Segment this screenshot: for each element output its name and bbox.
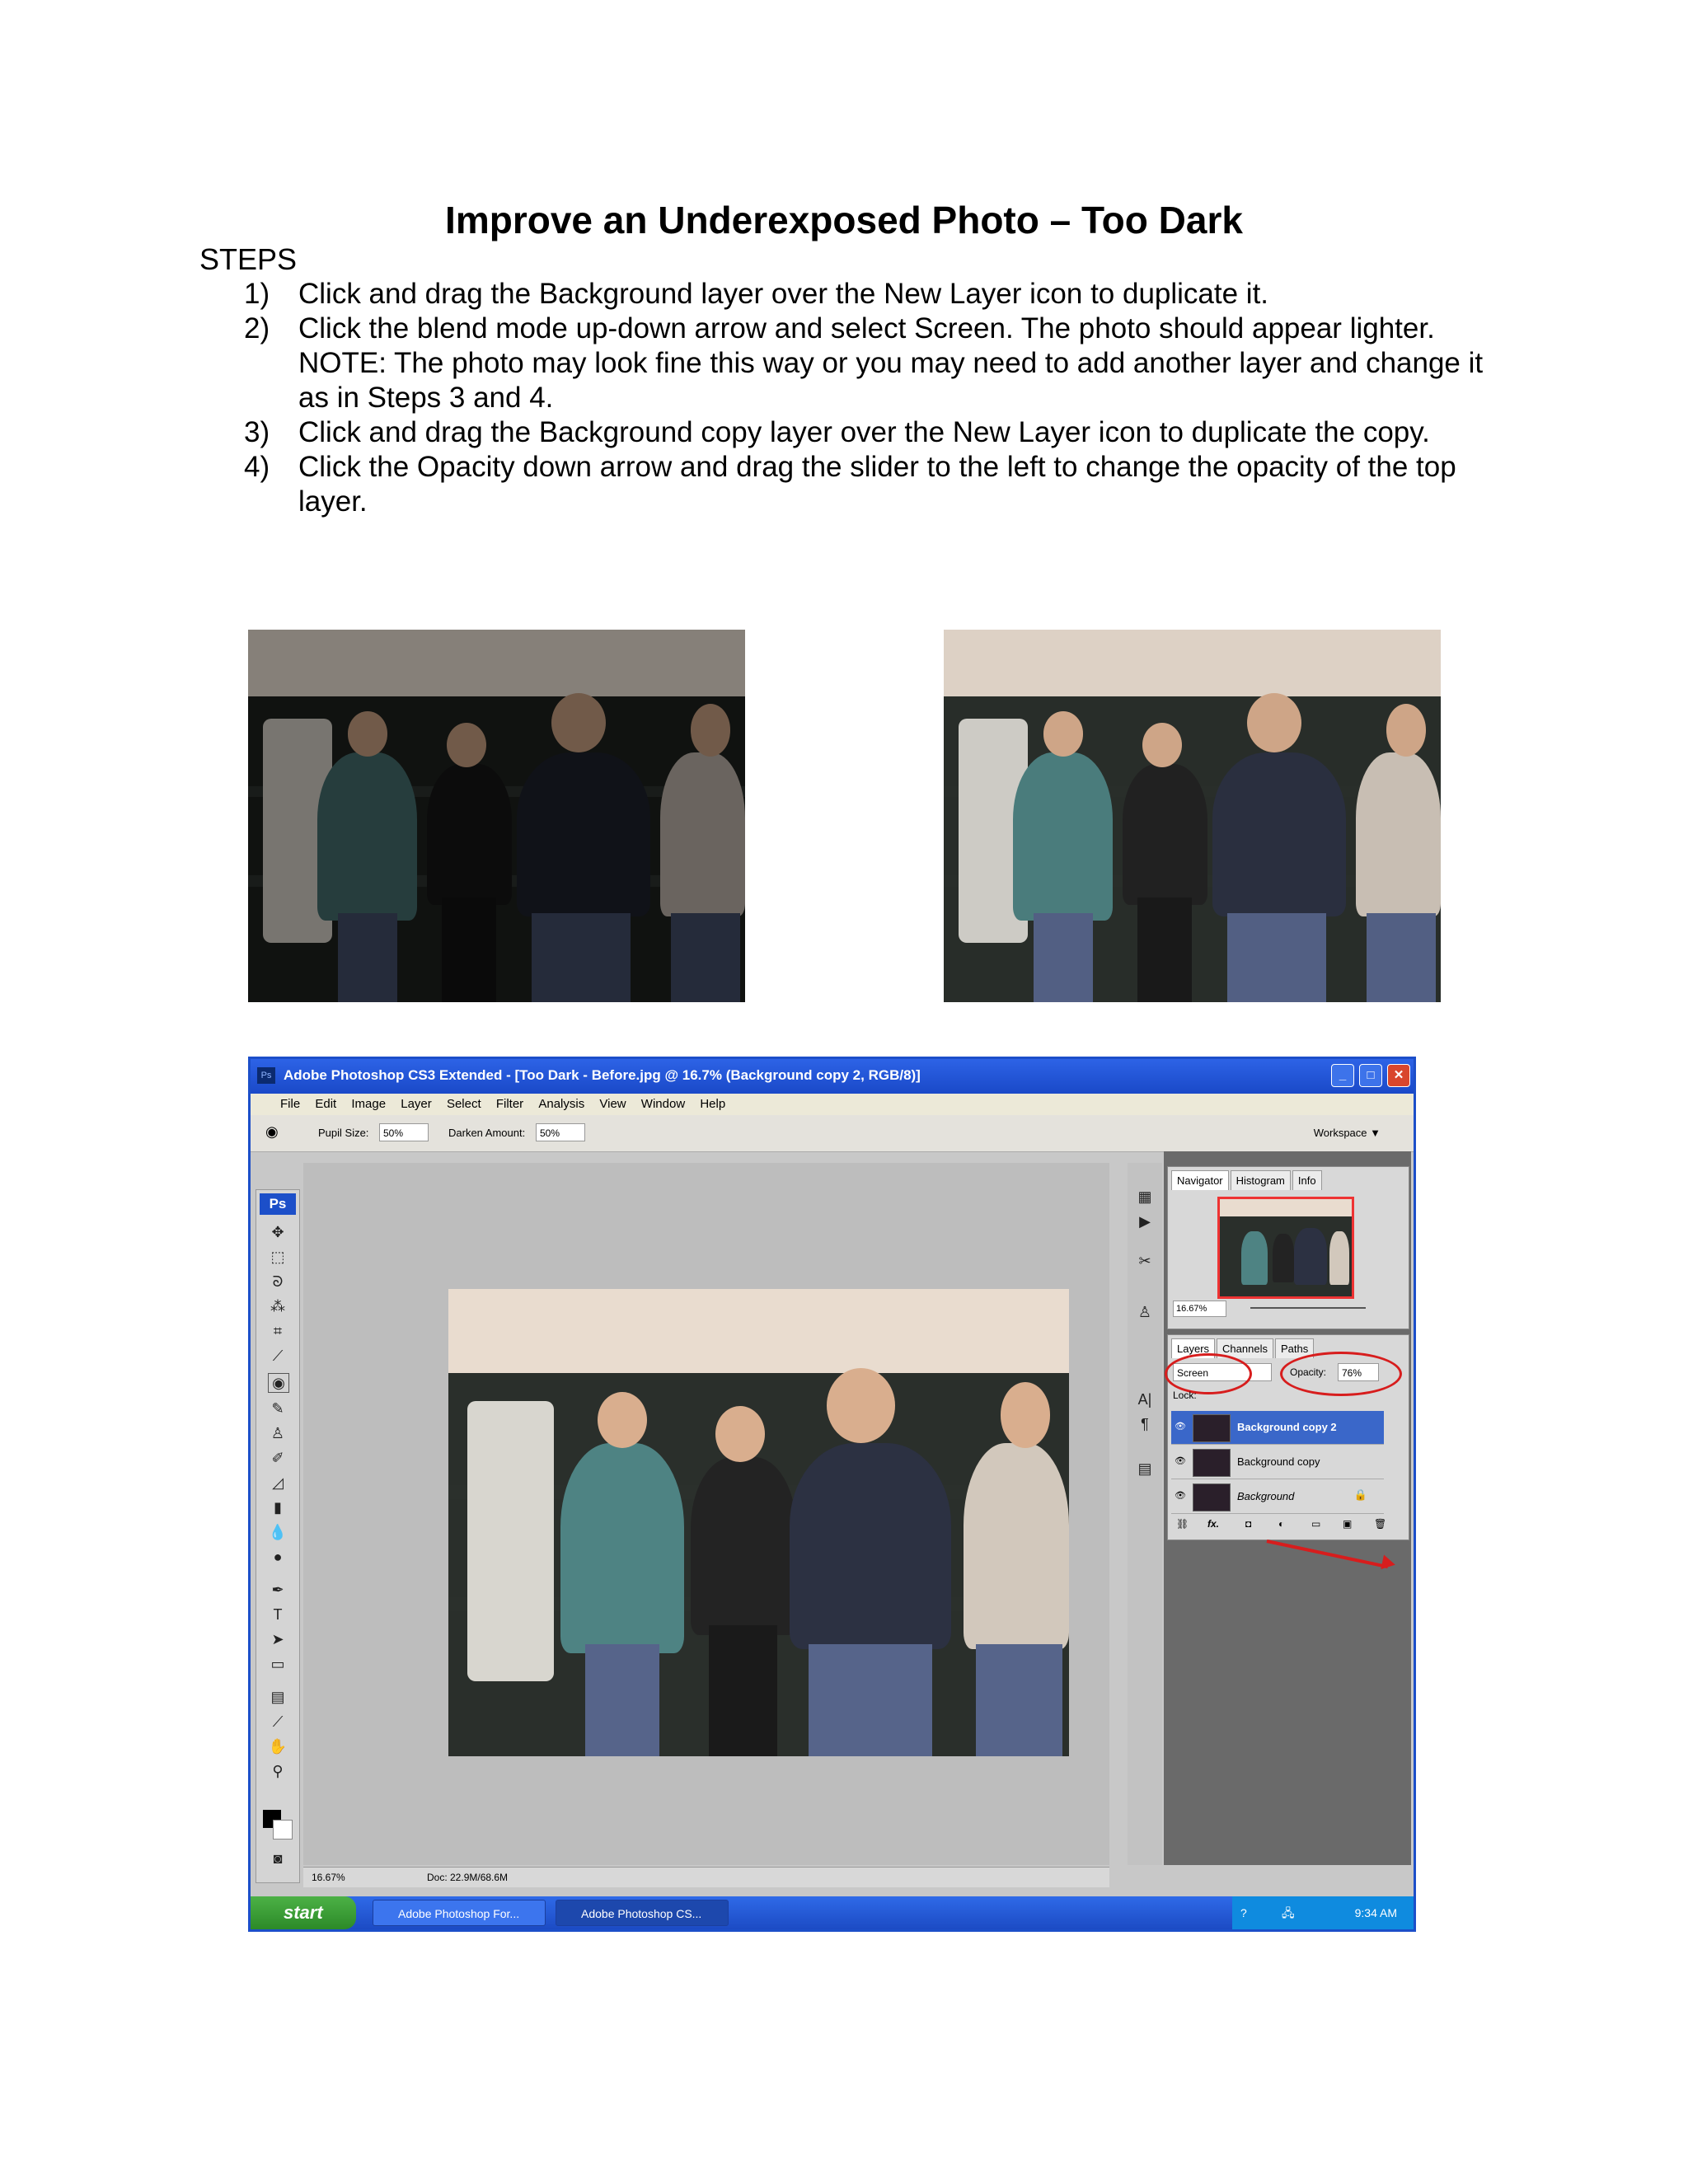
navigator-tabs — [1168, 1167, 1409, 1190]
shape-tool-icon[interactable]: ▭ — [270, 1656, 285, 1672]
step-item — [244, 312, 1497, 415]
lasso-tool-icon[interactable]: ᘐ — [272, 1273, 284, 1290]
menu-edit[interactable]: Edit — [315, 1097, 337, 1111]
tab-channels[interactable]: Channels — [1217, 1338, 1273, 1358]
layer-row[interactable] — [1171, 1446, 1384, 1479]
photo-scene — [248, 630, 745, 1002]
navigator-thumbnail[interactable] — [1217, 1197, 1354, 1299]
adjustment-icon[interactable]: ◐ — [1278, 1518, 1285, 1530]
dock-icon-clone[interactable]: ♙ — [1137, 1304, 1152, 1320]
step-text: Click and drag the Background layer over the New Layer icon to duplicate it. — [298, 278, 1269, 310]
window-title: Adobe Photoshop CS3 Extended - [Too Dark - Before.jpg @ 16.7% (Background copy 2, RGB/8)] — [284, 1067, 921, 1083]
eraser-tool-icon[interactable]: ◿ — [272, 1474, 284, 1491]
clock: 9:34 AM — [1354, 1906, 1397, 1919]
navigator-zoom-slider[interactable] — [1250, 1307, 1366, 1309]
menu-file[interactable]: File — [280, 1097, 301, 1111]
steps-list — [244, 277, 1497, 519]
navigator-panel — [1167, 1166, 1409, 1329]
system-tray — [1232, 1896, 1414, 1929]
red-eye-tool-icon[interactable]: ◉ — [268, 1373, 289, 1393]
close-button[interactable]: ✕ — [1387, 1064, 1410, 1087]
mask-icon[interactable]: ◘ — [1245, 1518, 1252, 1530]
dodge-tool-icon[interactable]: ● — [273, 1549, 283, 1565]
minimize-button[interactable]: _ — [1331, 1064, 1354, 1087]
opacity-label: Opacity: — [1290, 1366, 1327, 1378]
dock-icon-tools[interactable]: ✂ — [1138, 1253, 1151, 1269]
pen-tool-icon[interactable]: ✒ — [271, 1582, 284, 1598]
step-text: Click and drag the Background copy layer over the New Layer icon to duplicate the copy. — [298, 416, 1430, 448]
link-icon[interactable]: ⛓ — [1176, 1518, 1189, 1530]
menu-select[interactable]: Select — [446, 1097, 481, 1111]
background-color-swatch[interactable] — [273, 1820, 293, 1840]
tab-layers[interactable]: Layers — [1171, 1338, 1215, 1358]
zoom-tool-icon[interactable]: ⚲ — [272, 1763, 284, 1779]
new-layer-icon[interactable]: ▣ — [1343, 1518, 1353, 1530]
menu-layer[interactable]: Layer — [401, 1097, 432, 1111]
slice-tool-icon[interactable]: ⟋ — [272, 1347, 284, 1364]
lock-icon: 🔒 — [1353, 1488, 1367, 1501]
ps-app-icon: Ps — [257, 1067, 275, 1084]
history-brush-icon[interactable]: ✐ — [271, 1450, 284, 1466]
layer-name: Background — [1237, 1490, 1295, 1502]
red-eye-tool-icon[interactable]: ◉ — [265, 1123, 279, 1140]
type-tool-icon[interactable]: T — [273, 1606, 283, 1623]
quick-mask-icon[interactable]: ◙ — [273, 1850, 283, 1867]
dock-icon-paragraph[interactable]: ¶ — [1141, 1416, 1149, 1432]
after-photo — [944, 630, 1441, 1002]
zoom-status[interactable]: 16.67% — [312, 1872, 345, 1883]
start-button[interactable]: start — [251, 1896, 356, 1929]
layer-row[interactable] — [1171, 1411, 1384, 1445]
menu-image[interactable]: Image — [351, 1097, 387, 1111]
taskbar-item[interactable]: Adobe Photoshop For... — [373, 1900, 546, 1926]
tab-paths[interactable]: Paths — [1275, 1338, 1314, 1358]
pupil-size-input[interactable]: 50% — [379, 1123, 429, 1141]
windows-taskbar — [251, 1896, 1414, 1929]
menu-view[interactable]: View — [599, 1097, 626, 1111]
dock-icon-character[interactable]: A| — [1137, 1391, 1152, 1408]
move-tool-icon[interactable]: ✥ — [271, 1224, 284, 1240]
step-number: 2) — [244, 312, 270, 344]
eyedropper-tool-icon[interactable]: ⟋ — [272, 1713, 284, 1730]
red-arrow — [1267, 1540, 1389, 1568]
gradient-tool-icon[interactable]: ▮ — [274, 1499, 282, 1516]
tab-navigator[interactable]: Navigator — [1171, 1170, 1229, 1190]
taskbar-item[interactable]: Adobe Photoshop CS... — [556, 1900, 729, 1926]
steps-heading: STEPS — [199, 242, 298, 276]
tab-info[interactable]: Info — [1292, 1170, 1322, 1190]
panel-dock — [1128, 1163, 1162, 1865]
darken-amount-label: Darken Amount: — [448, 1127, 526, 1139]
menu-bar — [251, 1094, 1414, 1115]
step-item — [244, 450, 1497, 519]
step-item — [244, 415, 1497, 450]
step-number: 3) — [244, 416, 270, 448]
tab-histogram[interactable]: Histogram — [1231, 1170, 1291, 1190]
hand-tool-icon[interactable]: ✋ — [268, 1738, 288, 1755]
menu-help[interactable]: Help — [700, 1097, 726, 1111]
window-titlebar — [251, 1059, 1414, 1094]
dock-icon-brushes[interactable]: ▦ — [1137, 1188, 1152, 1205]
menu-filter[interactable]: Filter — [495, 1097, 524, 1111]
status-bar — [303, 1867, 1109, 1887]
layer-thumbnail — [1193, 1414, 1231, 1442]
step-text: Click the Opacity down arrow and drag the slider to the left to change the opacity of the top layer. — [298, 451, 1456, 518]
eye-icon[interactable]: 👁 — [1175, 1456, 1186, 1466]
before-photo — [248, 630, 745, 1002]
photo-scene — [1220, 1199, 1352, 1296]
blend-mode-highlight-circle — [1165, 1353, 1252, 1394]
maximize-button[interactable]: □ — [1359, 1064, 1382, 1087]
trash-icon[interactable]: 🗑 — [1374, 1518, 1387, 1530]
step-text: Click the blend mode up-down arrow and select Screen. The photo should appear lighter. NOTE: The photo may look fine this way or you may need to add another layer and change it as in Steps 3 and 4. — [298, 312, 1484, 414]
red-arrow-head — [1381, 1555, 1396, 1572]
layers-bottom-bar — [1171, 1518, 1402, 1535]
options-bar — [251, 1115, 1414, 1152]
path-select-icon[interactable]: ➤ — [271, 1631, 284, 1647]
step-number: 4) — [244, 451, 270, 483]
group-icon[interactable]: ▭ — [1311, 1518, 1321, 1530]
blend-mode-select[interactable]: Screen — [1173, 1363, 1272, 1381]
step-number: 1) — [244, 278, 270, 310]
magic-wand-tool-icon[interactable]: ⁂ — [270, 1298, 285, 1315]
darken-amount-input[interactable]: 50% — [536, 1123, 585, 1141]
notes-tool-icon[interactable]: ▤ — [270, 1689, 285, 1705]
pupil-size-label: Pupil Size: — [318, 1127, 369, 1139]
dock-icon-actions[interactable]: ▶ — [1139, 1213, 1151, 1230]
canvas-area[interactable] — [303, 1163, 1109, 1865]
layer-name: Background copy — [1237, 1455, 1320, 1468]
document-image[interactable] — [448, 1289, 1069, 1756]
layer-thumbnail — [1193, 1483, 1231, 1511]
eye-icon[interactable]: 👁 — [1175, 1422, 1186, 1432]
page-title: Improve an Underexposed Photo – Too Dark — [445, 199, 1243, 241]
opacity-input[interactable]: 76% — [1338, 1363, 1379, 1381]
step-item — [244, 277, 1497, 312]
menu-window[interactable]: Window — [640, 1097, 686, 1111]
dock-icon-layer-comps[interactable]: ▤ — [1137, 1460, 1152, 1477]
stamp-tool-icon[interactable]: ♙ — [270, 1425, 285, 1441]
layer-thumbnail — [1193, 1449, 1231, 1477]
menu-analysis[interactable]: Analysis — [538, 1097, 585, 1111]
brush-tool-icon[interactable]: ✎ — [271, 1400, 284, 1417]
help-icon[interactable]: ? — [1240, 1906, 1247, 1919]
ps-logo: Ps — [260, 1193, 296, 1215]
network-icon[interactable]: 🖧 — [1282, 1906, 1295, 1919]
opacity-highlight-circle — [1280, 1352, 1402, 1396]
layer-row[interactable] — [1171, 1480, 1384, 1514]
layers-panel — [1167, 1334, 1409, 1540]
fx-icon[interactable]: fx. — [1207, 1518, 1220, 1530]
navigator-zoom-input[interactable]: 16.67% — [1173, 1301, 1226, 1317]
layer-name: Background copy 2 — [1237, 1421, 1337, 1433]
doc-size-status: Doc: 22.9M/68.6M — [427, 1872, 509, 1883]
marquee-tool-icon[interactable]: ⬚ — [270, 1249, 285, 1265]
toolbox — [256, 1189, 300, 1883]
photo-scene — [944, 630, 1441, 1002]
panels-area — [1164, 1151, 1411, 1865]
workspace-button[interactable]: Workspace ▼ — [1313, 1127, 1381, 1139]
photoshop-screenshot — [248, 1057, 1416, 1932]
photo-scene — [448, 1289, 1069, 1756]
crop-tool-icon[interactable]: ⌗ — [273, 1323, 283, 1339]
eye-icon[interactable]: 👁 — [1175, 1491, 1186, 1501]
lock-label: Lock: — [1173, 1390, 1197, 1401]
blur-tool-icon[interactable]: 💧 — [268, 1524, 288, 1540]
